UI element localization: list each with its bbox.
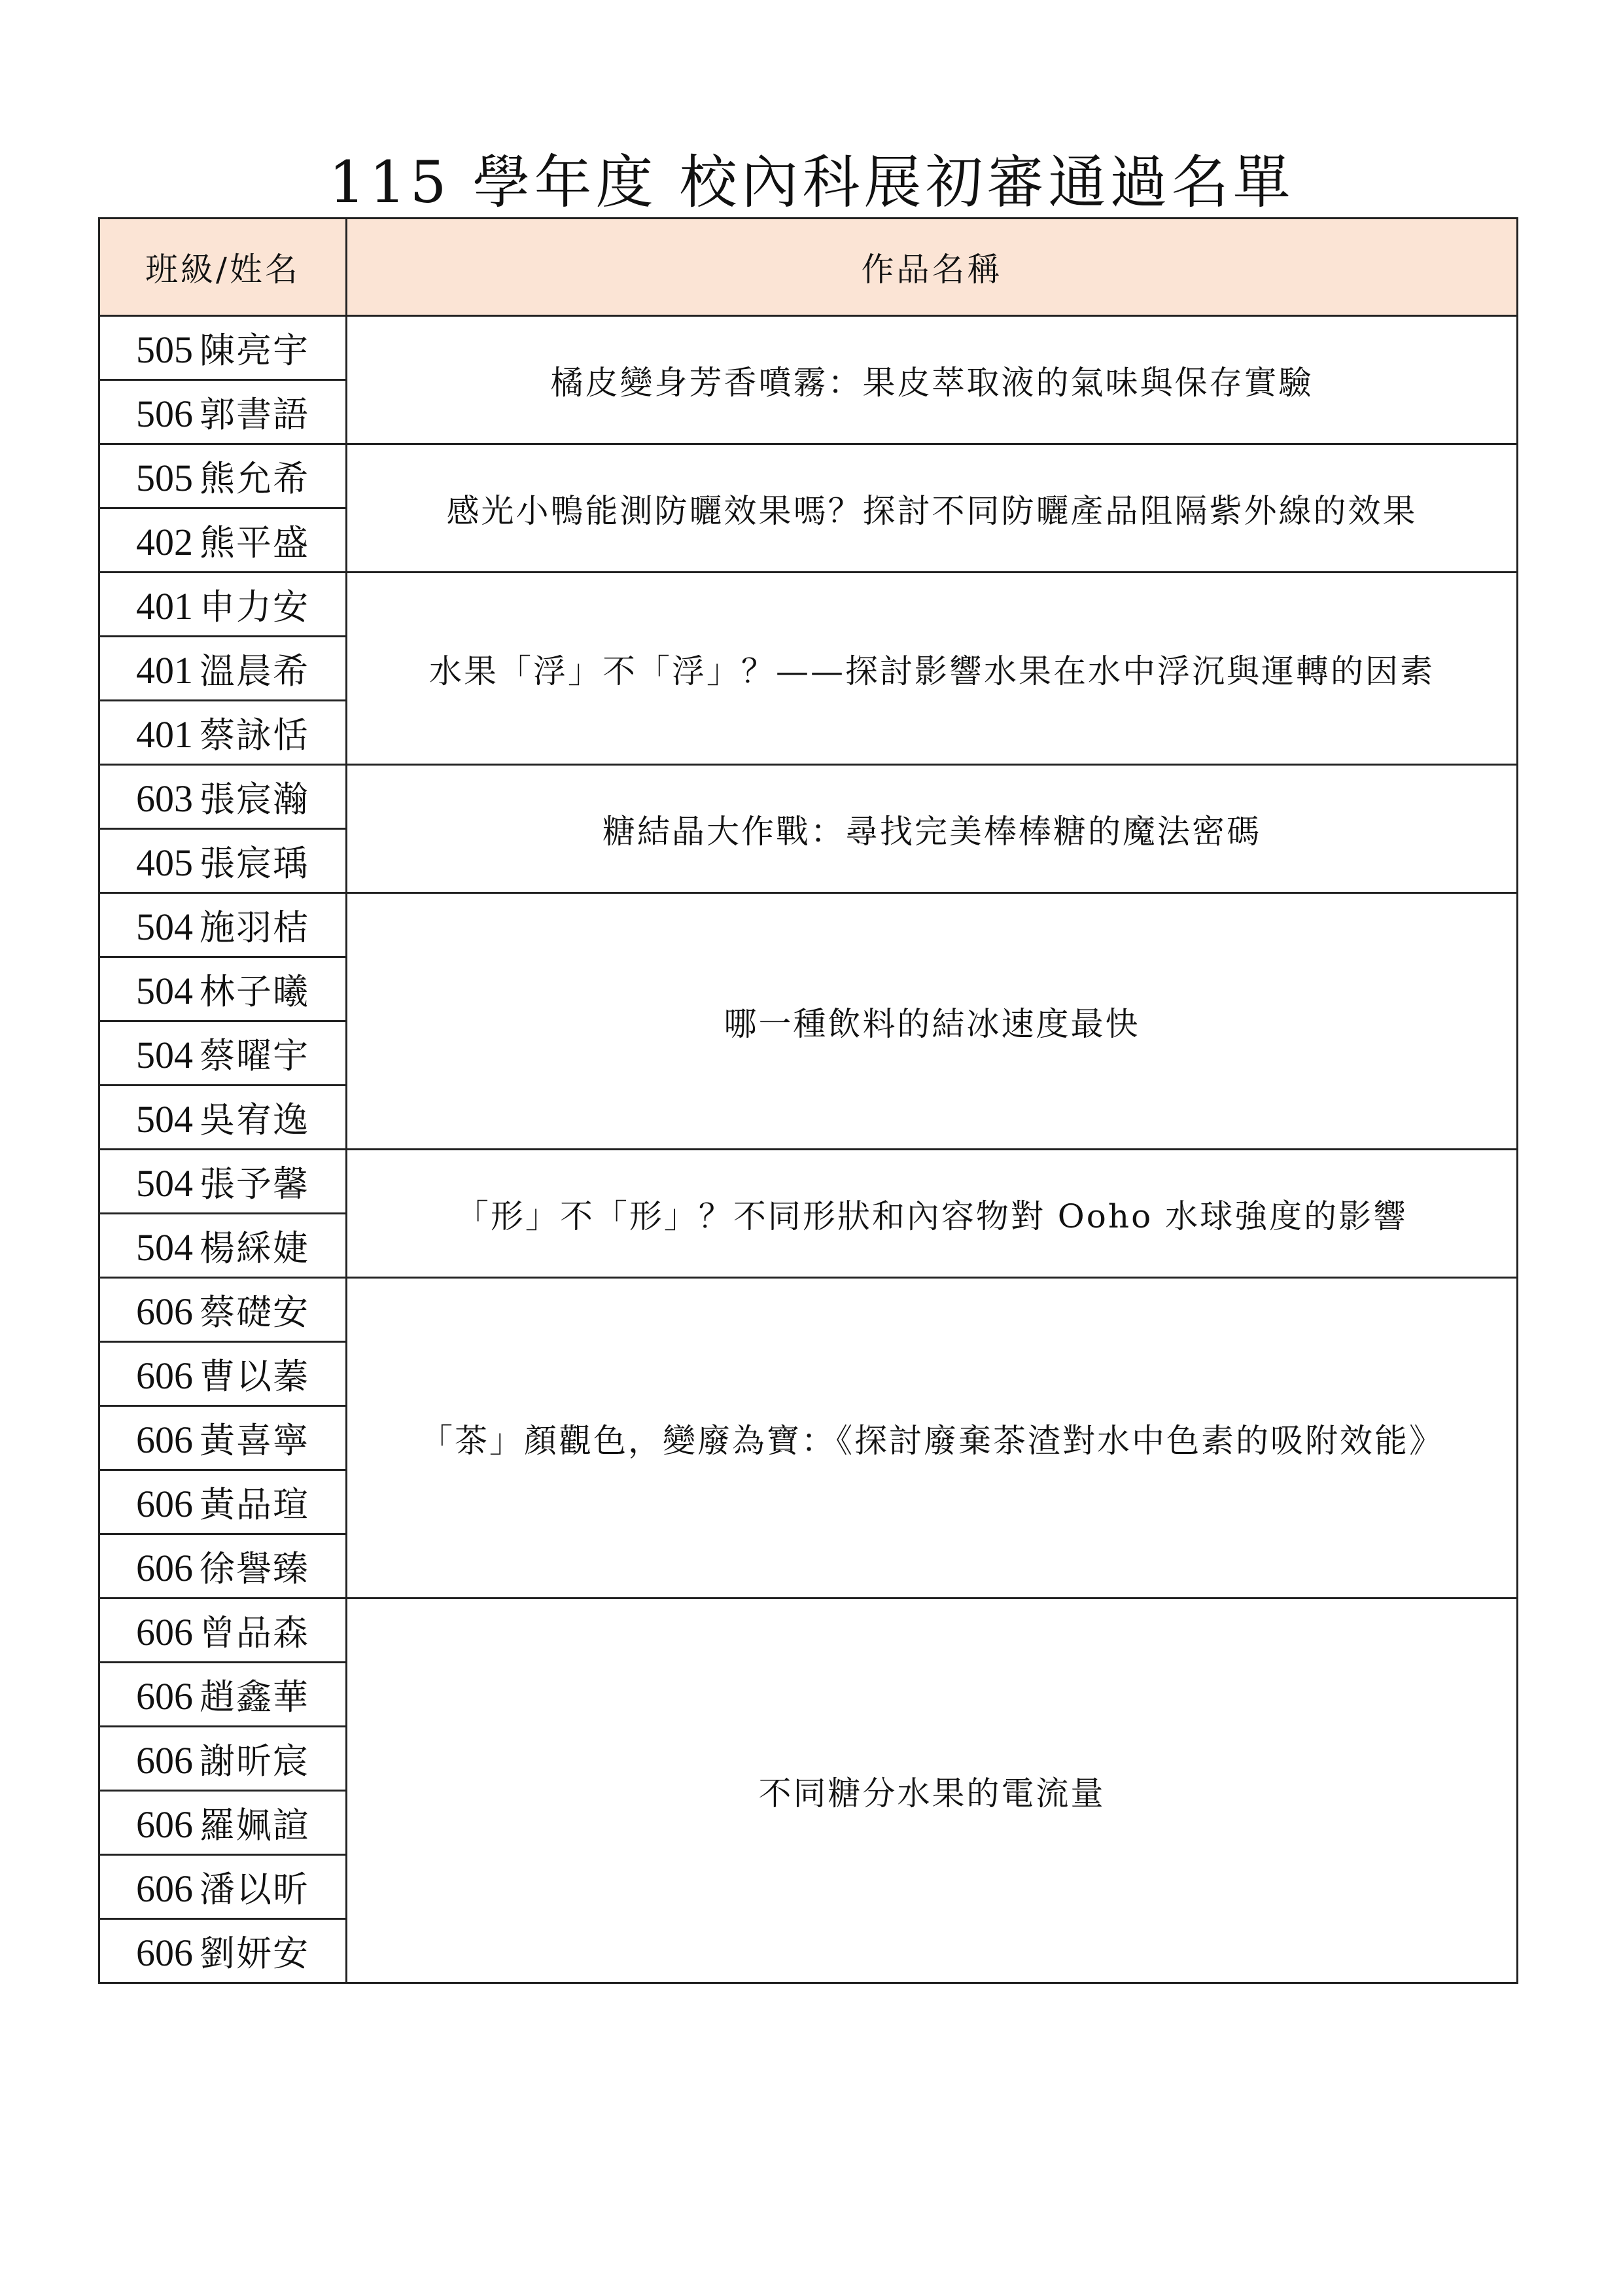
work-title-cell: 「茶」顏觀色，變廢為寶：《探討廢棄茶渣對水中色素的吸附效能》 [347,1278,1518,1598]
student-name: 蔡曜宇 [200,1035,309,1076]
student-cell [99,701,347,765]
column-header-class-name: 班級/姓名 [99,219,347,316]
student-name: 曹以蓁 [200,1356,309,1397]
student-cell [99,1150,347,1214]
table-row [99,1150,1518,1214]
student-cell [99,508,347,573]
student-name: 張宸瀚 [200,779,309,820]
table-body [99,316,1518,1983]
class-number: 405 [136,841,193,884]
table-row [99,573,1518,637]
work-title-cell: 「形」不「形」？不同形狀和內容物對 Ooho 水球強度的影響 [347,1150,1518,1278]
student-cell [99,316,347,380]
student-cell [99,380,347,444]
student-cell [99,1086,347,1150]
class-number: 603 [136,777,193,820]
table-row [99,765,1518,829]
student-name: 溫晨希 [200,650,309,692]
student-cell [99,1727,347,1791]
class-number: 606 [136,1483,193,1525]
student-cell [99,1598,347,1663]
student-name: 劉妍安 [200,1933,309,1974]
class-number: 606 [136,1803,193,1846]
student-name: 郭書語 [200,394,309,435]
student-name: 熊允希 [200,458,309,499]
student-name: 熊平盛 [200,522,309,563]
student-name: 吳宥逸 [200,1099,309,1140]
class-number: 606 [136,1547,193,1589]
page-title: 115 學年度 校內科展初審通過名單 [328,148,1295,216]
student-name: 張宸瑀 [200,843,309,884]
student-cell [99,573,347,637]
class-number: 401 [136,649,193,692]
work-title-cell: 哪一種飲料的結冰速度最快 [347,893,1518,1150]
column-header-work-title: 作品名稱 [347,219,1518,316]
student-cell [99,1470,347,1534]
work-title-cell: 橘皮變身芳香噴霧：果皮萃取液的氣味與保存實驗 [347,316,1518,444]
table-row [99,316,1518,380]
class-number: 606 [136,1419,193,1461]
class-number: 606 [136,1867,193,1910]
class-number: 505 [136,457,193,499]
student-cell [99,1021,347,1086]
student-cell [99,765,347,829]
student-cell [99,1855,347,1919]
class-number: 504 [136,1098,193,1140]
student-name: 謝昕宸 [200,1740,309,1782]
class-number: 504 [136,970,193,1012]
student-name: 黃喜寧 [200,1420,309,1461]
student-name: 曾品森 [200,1612,309,1653]
student-name: 蔡礎安 [200,1292,309,1333]
work-title-cell: 不同糖分水果的電流量 [347,1598,1518,1983]
class-number: 606 [136,1290,193,1333]
class-number: 606 [136,1354,193,1397]
student-cell [99,444,347,508]
student-name: 趙鑫華 [200,1676,309,1718]
class-number: 506 [136,393,193,435]
approved-list-table [98,217,1518,1984]
class-number: 606 [136,1739,193,1782]
student-name: 申力安 [200,586,309,627]
student-name: 潘以昕 [200,1869,309,1910]
student-cell [99,1214,347,1278]
student-name: 楊綵婕 [200,1227,309,1269]
class-number: 504 [136,906,193,948]
student-name: 羅姵諠 [200,1805,309,1846]
student-name: 施羽桔 [200,907,309,948]
class-number: 504 [136,1034,193,1076]
student-name: 蔡詠恬 [200,715,309,756]
student-cell [99,1791,347,1855]
student-cell [99,957,347,1021]
student-name: 陳亮宇 [200,330,309,371]
work-title-cell: 感光小鴨能測防曬效果嗎？探討不同防曬產品阻隔紫外線的效果 [347,444,1518,573]
work-title-cell: 水果「浮」不「浮」？——探討影響水果在水中浮沉與運轉的因素 [347,573,1518,765]
class-number: 401 [136,713,193,756]
table-header-row [99,219,1518,316]
student-cell [99,893,347,957]
class-number: 606 [136,1932,193,1974]
student-name: 張予馨 [200,1163,309,1205]
student-cell [99,1342,347,1406]
student-cell [99,1278,347,1342]
student-cell [99,637,347,701]
class-number: 606 [136,1675,193,1718]
class-number: 401 [136,585,193,627]
work-title-cell: 糖結晶大作戰：尋找完美棒棒糖的魔法密碼 [347,765,1518,893]
student-name: 黃品瑄 [200,1484,309,1525]
class-number: 504 [136,1162,193,1205]
table-row [99,1278,1518,1342]
student-cell [99,1919,347,1983]
class-number: 402 [136,521,193,563]
student-cell [99,1663,347,1727]
table-row [99,1598,1518,1663]
class-number: 504 [136,1226,193,1269]
class-number: 606 [136,1611,193,1653]
student-name: 徐譽臻 [200,1548,309,1589]
table-row [99,893,1518,957]
table-row [99,444,1518,508]
student-cell [99,1406,347,1470]
student-cell [99,1534,347,1598]
student-name: 林子曦 [200,971,309,1012]
class-number: 505 [136,328,193,371]
student-cell [99,829,347,893]
